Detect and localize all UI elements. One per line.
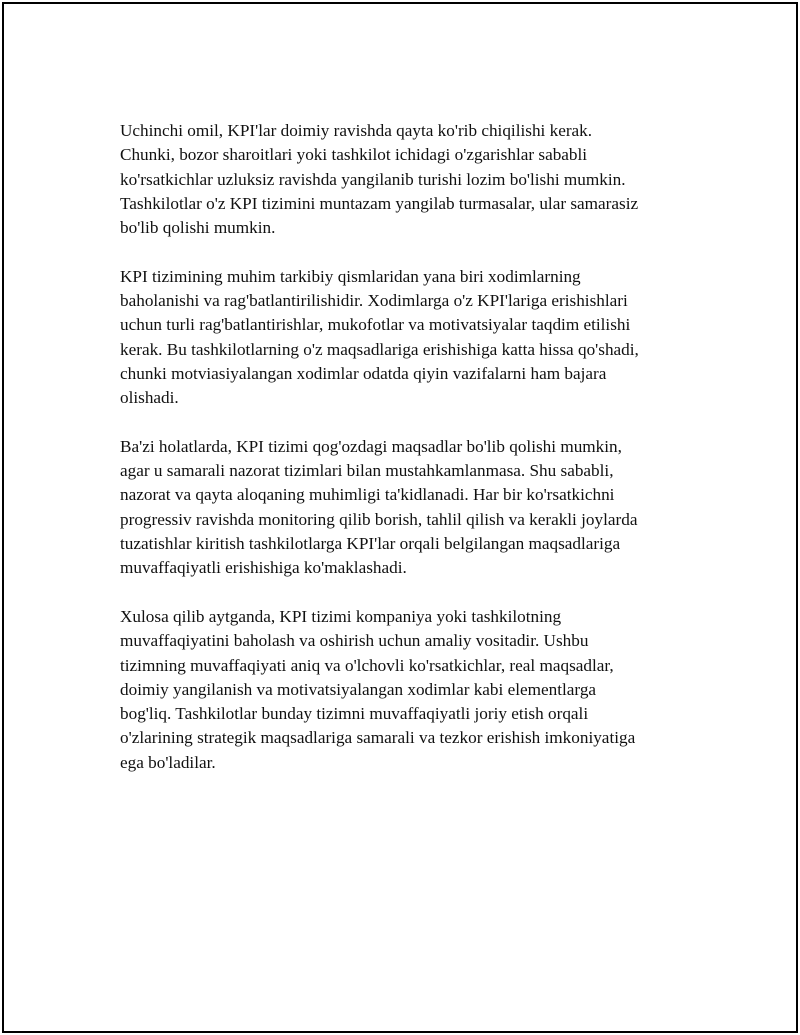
paragraph-2 bbox=[120, 265, 686, 411]
paragraph-3 bbox=[120, 435, 686, 581]
text-line: KPI tizimining muhim tarkibiy qismlaridan yana biri xodimlarning bbox=[120, 266, 581, 286]
text-line: o'zlarining strategik maqsadlariga samarali va tezkor erishish imkoniyatiga bbox=[120, 728, 636, 748]
text-line: tuzatishlar kiritish tashkilotlarga KPI'lar orqali belgilangan maqsadlariga bbox=[120, 534, 621, 554]
text-line: chunki motviasiyalangan xodimlar odatda qiyin vazifalarni ham bajara bbox=[120, 363, 607, 383]
text-line: tizimning muvaffaqiyati aniq va o'lchovli ko'rsatkichlar, real maqsadlar, bbox=[120, 655, 614, 675]
text-line: ega bo'ladilar. bbox=[120, 752, 216, 772]
text-line: kerak. Bu tashkilotlarning o'z maqsadlariga erishishiga katta hissa qo'shadi, bbox=[120, 339, 639, 359]
text-line: Uchinchi omil, KPI'lar doimiy ravishda qayta ko'rib chiqilishi kerak. bbox=[120, 121, 593, 140]
document-body bbox=[120, 119, 686, 799]
text-line: Ba'zi holatlarda, KPI tizimi qog'ozdagi maqsadlar bo'lib qolishi mumkin, bbox=[120, 436, 622, 456]
text-line: olishadi. bbox=[120, 388, 179, 408]
paragraph-4 bbox=[120, 605, 686, 775]
text-line: agar u samarali nazorat tizimlari bilan mustahkamlanmasa. Shu sababli, bbox=[120, 461, 614, 481]
text-line: muvaffaqiyatli erishishiga ko'maklashadi. bbox=[120, 558, 407, 578]
paragraph-1 bbox=[120, 119, 686, 240]
text-line: progressiv ravishda monitoring qilib borish, tahlil qilish va kerakli joylarda bbox=[120, 509, 638, 529]
text-line: uchun turli rag'batlantirishlar, mukofotlar va motivatsiyalar taqdim etilishi bbox=[120, 315, 631, 335]
text-line: bo'lib qolishi mumkin. bbox=[120, 218, 276, 238]
text-line: muvaffaqiyatini baholash va oshirish uchun amaliy vositadir. Ushbu bbox=[120, 631, 589, 651]
page-frame bbox=[2, 2, 798, 1033]
text-line: ko'rsatkichlar uzluksiz ravishda yangilanib turishi lozim bo'lishi mumkin. bbox=[120, 169, 626, 189]
text-line: Chunki, bozor sharoitlari yoki tashkilot ichidagi o'zgarishlar sababli bbox=[120, 145, 588, 165]
text-line: doimiy yangilanish va motivatsiyalangan xodimlar kabi elementlarga bbox=[120, 679, 597, 699]
text-line: Tashkilotlar o'z KPI tizimini muntazam yangilab turmasalar, ular samarasiz bbox=[120, 193, 639, 213]
text-line: baholanishi va rag'batlantirilishidir. Xodimlarga o'z KPI'lariga erishishlari bbox=[120, 291, 628, 311]
text-line: nazorat va qayta aloqaning muhimligi ta'kidlanadi. Har bir ko'rsatkichni bbox=[120, 485, 615, 505]
text-line: Xulosa qilib aytganda, KPI tizimi kompaniya yoki tashkilotning bbox=[120, 606, 562, 626]
text-line: bog'liq. Tashkilotlar bunday tizimni muvaffaqiyatli joriy etish orqali bbox=[120, 704, 589, 724]
